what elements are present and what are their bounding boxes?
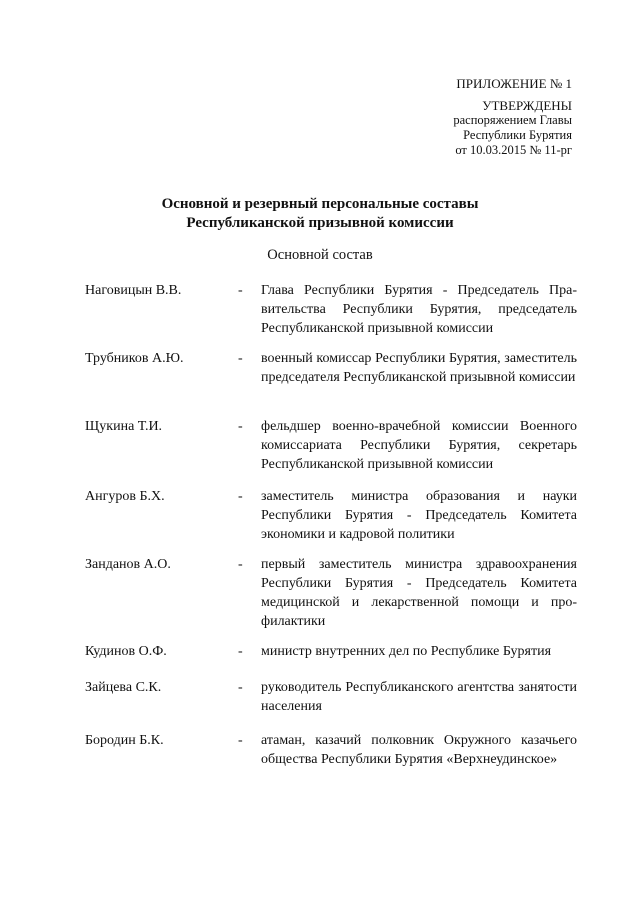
member-name: Бородин Б.К. xyxy=(85,733,164,748)
dash-separator: - xyxy=(238,351,243,366)
document-title xyxy=(0,195,640,233)
dash-separator: - xyxy=(238,733,243,748)
member-name: Наговицын В.В. xyxy=(85,283,182,298)
title-line-2: Республиканской призывной комиссии xyxy=(186,215,454,231)
member-role: заместитель министра образования и науки Республики Бурятия - Председатель Комитета экономики и кадровой политики xyxy=(261,489,577,542)
dash-separator: - xyxy=(238,419,243,434)
member-role: руководитель Республиканского агентства занятости населения xyxy=(261,680,577,714)
member-name: Зайцева С.К. xyxy=(85,680,162,695)
member-name: Щукина Т.И. xyxy=(85,419,163,434)
section-title: Основной состав xyxy=(267,247,373,263)
member-role: первый заместитель министра здравоохранения Республики Бурятия - Председатель Комитета медицинской и лекарственной помощи и профилактики xyxy=(261,557,577,629)
member-name: Трубников А.Ю. xyxy=(85,351,184,366)
dash-separator: - xyxy=(238,680,243,695)
dash-separator: - xyxy=(238,644,243,659)
member-role: фельдшер военно-врачебной комиссии Военного комиссариата Республики Бурятия, секретарь Республиканской призывной комиссии xyxy=(261,419,577,472)
approval-line-1: распоряжением Главы xyxy=(453,113,572,127)
approval-block xyxy=(453,76,572,158)
dash-separator: - xyxy=(238,489,243,504)
member-role: атаман, казачий полковник Окружного казачьего общества Республики Бурятия «Верхнеудинское» xyxy=(261,733,577,767)
dash-separator: - xyxy=(238,283,243,298)
member-name: Занданов А.О. xyxy=(85,557,171,572)
appendix-label: ПРИЛОЖЕНИЕ № 1 xyxy=(456,76,572,91)
member-role: министр внутренних дел по Республике Бурятия xyxy=(261,644,552,659)
approval-line-3: от 10.03.2015 № 11-рг xyxy=(455,143,572,157)
approval-line-2: Республики Бурятия xyxy=(463,128,572,142)
dash-separator: - xyxy=(238,557,243,572)
member-name: Кудинов О.Ф. xyxy=(85,644,167,659)
member-role: военный комиссар Республики Бурятия, заместитель председателя Республиканской призывной комиссии xyxy=(261,351,577,385)
approved-label: УТВЕРЖДЕНЫ xyxy=(482,98,572,113)
title-line-1: Основной и резервный персональные составы xyxy=(161,196,479,212)
member-role: Глава Республики Бурятия - Председатель Правительства Республики Бурятия, председатель Республиканской призывной комиссии xyxy=(261,283,577,336)
member-name: Ангуров Б.Х. xyxy=(85,489,165,504)
